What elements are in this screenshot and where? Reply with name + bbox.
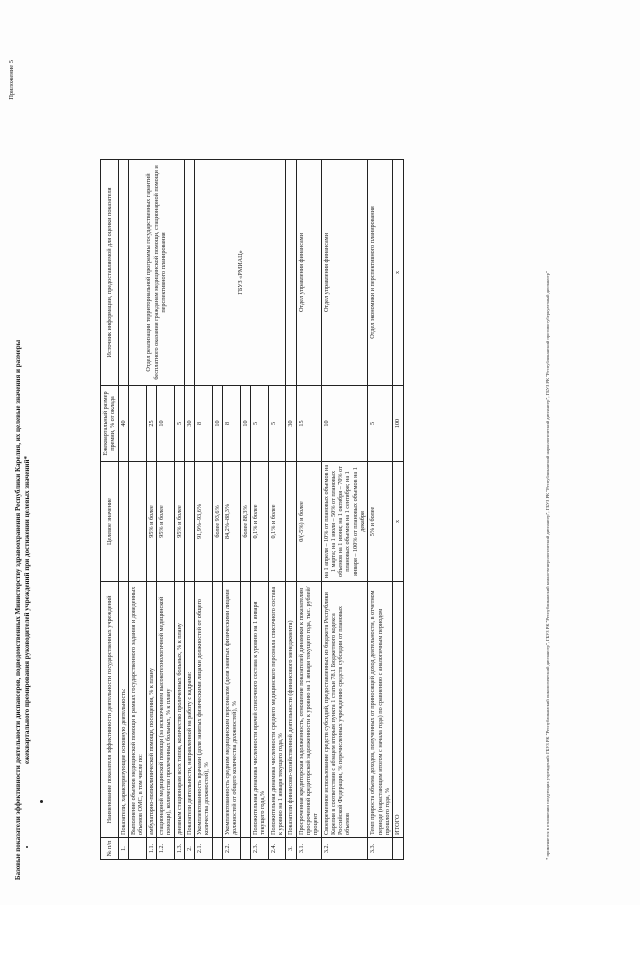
table-section-row [184,160,194,860]
table-row [321,160,368,860]
cell-bonus: 5 [251,386,269,462]
cell-num: 1.3. [174,838,184,860]
cell-target: 0,1% и более [251,462,269,582]
cell-source-merged: Отдел реализации территориальной программы государственных гарантий бесплатного оказания гражданам медицинской помощи, стационарной помощи и перспективного планирования [128,160,184,386]
cell-bonus: 30 [286,386,296,462]
cell-num: 3. [286,838,296,860]
cell-target: 91,9%–93,6% [195,462,213,582]
cell-bonus: 100 [393,386,403,462]
cell-source-merged: ГБУЗ «РМИАЦ» [195,160,286,386]
cell-num: 1.1. [146,838,156,860]
cell-num: 1. [118,838,128,860]
cell-num [240,838,250,860]
cell-name: Своевременное использование средств субсидий, предоставленных из бюджета Республики Карелия в соответствии с абзацем вторым пункта 1 статьи 78.1 Бюджетного кодекса Российской Федерации, % перечисленных учреждению средств субсидии от плановых объемов [321,582,368,838]
cell-target [184,462,194,582]
rotated-document [8,60,550,881]
cell-target [128,462,146,582]
cell-target [118,462,128,582]
title-line-1: Базовые показатели эффективности деятельности диспансеров, подведомственных Министерству здравоохранения Республики Карелия, их целевые значения и размеры [14,339,22,881]
cell-name: Просроченная кредиторская задолженность, отношение показателей динамики к показателям просроченной кредиторской задолженности к уровню на 1 января текущего года, тыс. рублей/процент [296,582,321,838]
cell-name [212,582,222,838]
cell-source [286,160,296,386]
table-section-row [286,160,296,860]
cell-source: х [393,160,403,386]
cell-num: 2.2. [223,838,241,860]
cell-bonus: 30 [184,386,194,462]
appendix-label: Приложение 5 [8,60,15,100]
cell-num [393,838,403,860]
cell-num: 2. [184,838,194,860]
cell-num: 3.1. [296,838,321,860]
cell-name: Показатели, характеризующие основную деятельность: [118,582,128,838]
cell-num [212,838,222,860]
table-row [368,160,393,860]
cell-source: Отдел экономики и перспективного планирования [368,160,393,386]
cell-num: 2.1. [195,838,213,860]
cell-name: Показатели деятельности, направленной на работу с кадрами: [184,582,194,838]
cell-bonus: 10 [321,386,368,462]
indicators-table [100,159,404,860]
table-header-row [101,160,119,860]
cell-target: более 88,3% [240,462,250,582]
cell-bonus: 25 [146,386,156,462]
cell-num: 3.2. [321,838,368,860]
cell-num: 3.3. [368,838,393,860]
table-section-row [118,160,128,860]
cell-source [118,160,128,386]
table-row [296,160,321,860]
header-target: Целевое значение [101,462,119,582]
cell-name: ИТОГО [393,582,403,838]
cell-target: 84,2%–88,3% [223,462,241,582]
cell-num: 1.2. [156,838,174,860]
header-bonus: Ежеквартальный размер премии, % от оклада [101,386,119,462]
cell-target: 0,1% и более [268,462,286,582]
cell-bonus: 10 [212,386,222,462]
title-line-2: ежеквартального премирования руководителей учреждений при достижении целевых значений* [23,456,32,764]
cell-bonus: 5 [268,386,286,462]
cell-target: 95% и более [146,462,156,582]
table-row [393,160,403,860]
cell-name: Выполнение объемов медицинской помощи в рамках государственного задания и доведенных объемов ОМС, в том числе по: [128,582,146,838]
cell-num: 2.4. [268,838,286,860]
document-title [14,260,32,960]
header-num: № п/п [101,838,119,860]
cell-target: на 1 апреля – 10% от плановых объемов на 1 марта; на 1 июля – 50% от плановых объемов на 1 июня; на 1 октября – 70% от плановых объемов на 1 сентября; на 1 января – 100% от плановых объемов на 1 декабря [321,462,368,582]
table-body [118,160,403,860]
cell-num [128,838,146,860]
cell-bonus: 5 [174,386,184,462]
cell-target: 95% и более [174,462,184,582]
cell-name: Укомплектованность средним медицинским персоналом (доля занятых физическими лицами должностей от общего количества должностей), % [223,582,241,838]
cell-bonus: 8 [195,386,213,462]
cell-bonus [128,386,146,462]
cell-target: 5% и более [368,462,393,582]
table-row [195,160,213,860]
cell-target [286,462,296,582]
cell-bonus: 10 [156,386,174,462]
table-row [128,160,146,860]
cell-source: Отдел управления финансами [321,160,368,386]
cell-target: более 93,6% [212,462,222,582]
cell-target: 95% и более [156,462,174,582]
cell-num: 2.3. [251,838,269,860]
cell-bonus: 15 [296,386,321,462]
cell-bonus: 10 [240,386,250,462]
header-source: Источник информации, предоставляемой для оценки показателя [101,160,119,386]
cell-name: Показатели финансово-хозяйственной деятельности (финансового менеджмента) [286,582,296,838]
cell-bonus: 5 [368,386,393,462]
cell-bonus: 40 [118,386,128,462]
header-name: Наименование показателя эффективности деятельности государственных учреждений [101,582,119,838]
cell-source: Отдел управления финансами [296,160,321,386]
cell-name: стационарной медицинской помощи (за исключением высокотехнологичной медицинской помощи), количество пролеченных больных, % к плану [156,582,174,838]
cell-name: Положительная динамика численности среднего медицинского персонала списочного состава к уровню на 1 января текущего года,% [268,582,286,838]
cell-bonus: 8 [223,386,241,462]
cell-target: 0/(-5%) и более [296,462,321,582]
cell-name: Укомплектованность врачами (доля занятых физическими лицами должностей от общего количества должностей), % [195,582,213,838]
cell-name: Темп прироста объема доходов, полученных от приносящей доход деятельности, в отчетном периоде (нарастающим итогом с начала года) по сравнению с аналогичным периодом прошлого года, % [368,582,393,838]
cell-name: дневным стационарам всех типов, количество пролеченных больных, % к плану [174,582,184,838]
cell-source [184,160,194,386]
cell-name [240,582,250,838]
cell-name: амбулаторно-поликлинической помощи, посещения, % к плану [146,582,156,838]
cell-target: х [393,462,403,582]
cell-name: Положительная динамика численности врачей списочного состава к уровню на 1 января текущего года,% [251,582,269,838]
scan-speck [40,800,43,803]
footnote: * применяется в отношении следующих учреждений: ГБУЗ РК "Республиканский онкологический диспансер", ГБУЗ РК "Республиканский кожно-венерологический диспансер", ГБУЗ РК "Республиканский наркологический диспансер", ГБУЗ РК "Республиканский противотуберкулезный диспансер" [545,271,550,860]
